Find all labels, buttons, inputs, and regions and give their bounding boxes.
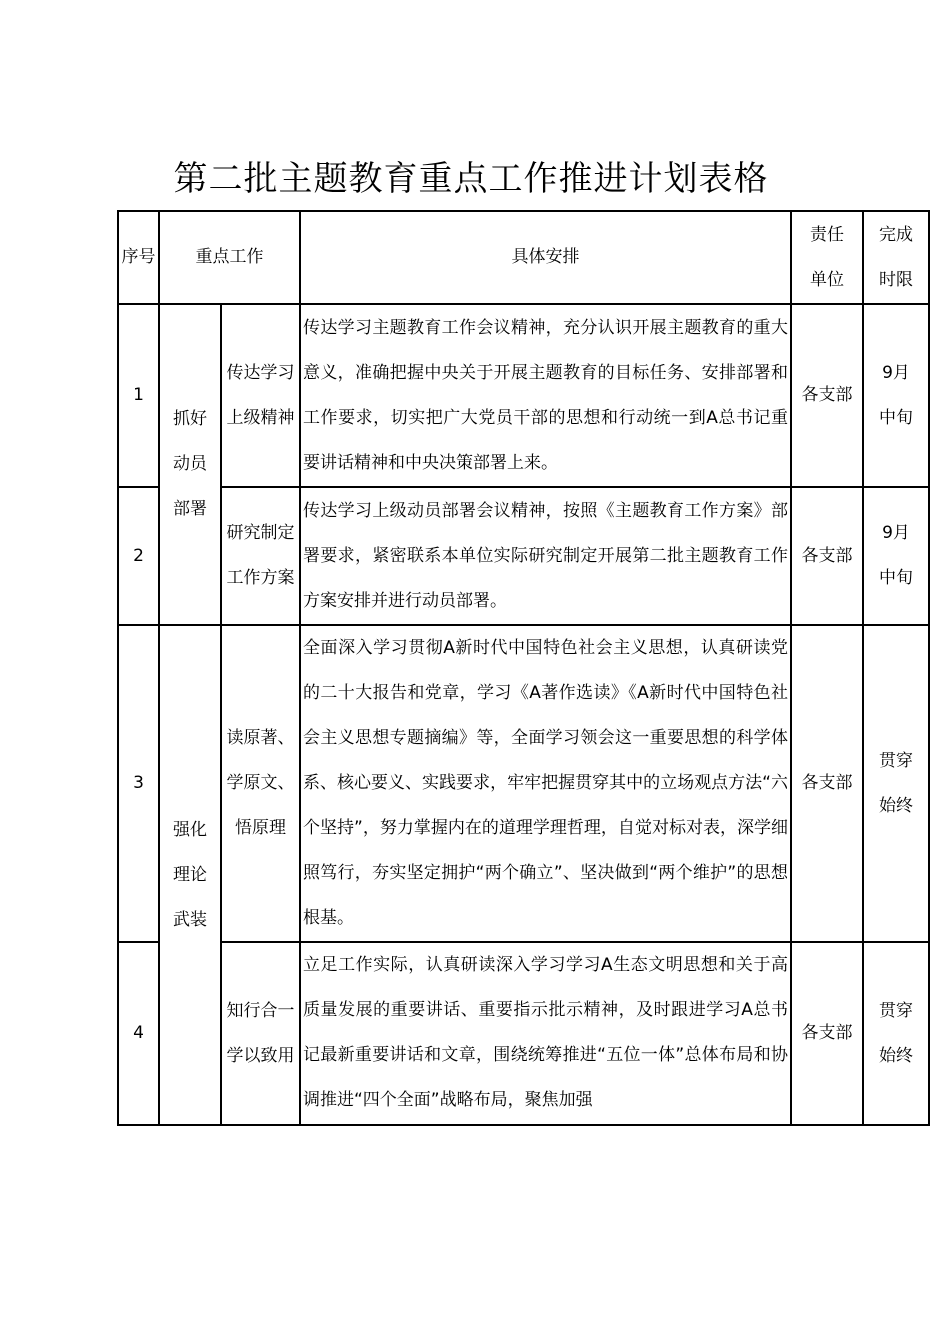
- row-arrangement: 传达学习上级动员部署会议精神，按照《主题教育工作方案》部署要求，紧密联系本单位实际研究制定开展第二批主题教育工作方案安排并进行动员部署。: [300, 487, 791, 625]
- header-row: [118, 211, 929, 304]
- table-row: [118, 304, 929, 487]
- table-row: [118, 942, 929, 1125]
- row-deadline: 贯穿始终: [863, 942, 929, 1125]
- row-index: 4: [118, 942, 159, 1125]
- row-index: 2: [118, 487, 159, 625]
- table-row: [118, 625, 929, 942]
- header-key-work: 重点工作: [159, 211, 300, 304]
- group-label: 抓好动员部署: [159, 304, 221, 625]
- table-row: [118, 487, 929, 625]
- row-index: 1: [118, 304, 159, 487]
- row-deadline: 9月中旬: [863, 487, 929, 625]
- row-arrangement: 传达学习主题教育工作会议精神，充分认识开展主题教育的重大意义，准确把握中央关于开展主题教育的目标任务、安排部署和工作要求，切实把广大党员干部的思想和行动统一到A总书记重要讲话精神和中央决策部署上来。: [300, 304, 791, 487]
- header-arrangement: 具体安排: [300, 211, 791, 304]
- row-unit: 各支部: [791, 942, 863, 1125]
- row-arrangement: 立足工作实际，认真研读深入学习学习A生态文明思想和关于高质量发展的重要讲话、重要指示批示精神，及时跟进学习A总书记最新重要讲话和文章，围绕统筹推进“五位一体”总体布局和协调推进“四个全面”战略布局，聚焦加强: [300, 942, 791, 1125]
- row-index: 3: [118, 625, 159, 942]
- header-deadline: 完成时限: [863, 211, 929, 304]
- row-task: 研究制定工作方案: [221, 487, 300, 625]
- header-index: 序号: [118, 211, 159, 304]
- row-arrangement: 全面深入学习贯彻A新时代中国特色社会主义思想，认真研读党的二十大报告和党章，学习《A著作选读》《A新时代中国特色社会主义思想专题摘编》等，全面学习领会这一重要思想的科学体系、核心要义、实践要求，牢牢把握贯穿其中的立场观点方法“六个坚持”，努力掌握内在的道理学理哲理，自觉对标对表，深学细照笃行，夯实坚定拥护“两个确立”、坚决做到“两个维护”的思想根基。: [300, 625, 791, 942]
- page-title: 第二批主题教育重点工作推进计划表格: [173, 159, 769, 199]
- row-task: 读原著、学原文、悟原理: [221, 625, 300, 942]
- row-task: 知行合一学以致用: [221, 942, 300, 1125]
- row-task: 传达学习上级精神: [221, 304, 300, 487]
- row-unit: 各支部: [791, 487, 863, 625]
- header-unit: 责任单位: [791, 211, 863, 304]
- row-deadline: 贯穿始终: [863, 625, 929, 942]
- group-label: 强化理论武装: [159, 625, 221, 1125]
- work-plan-table: [117, 210, 930, 1126]
- row-deadline: 9月中旬: [863, 304, 929, 487]
- row-unit: 各支部: [791, 625, 863, 942]
- row-unit: 各支部: [791, 304, 863, 487]
